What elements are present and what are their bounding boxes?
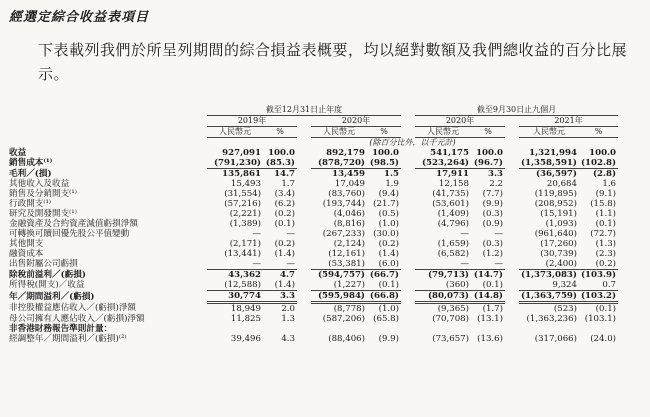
row-label: 研究及開發開支⁽¹⁾ [9, 209, 77, 219]
year-header-2021-9m: 2021年 [519, 116, 618, 127]
percent-cell: (103.9) [580, 270, 617, 280]
amount-cell: (1,363,759) [521, 291, 577, 301]
percent-cell: (1.4) [274, 249, 295, 259]
amount-cell: — [252, 229, 261, 239]
amount-cell: 18,949 [230, 304, 261, 314]
amount-cell: (193,744) [322, 199, 365, 209]
amount-cell: 9,324 [519, 280, 579, 291]
table-row [9, 270, 618, 281]
amount-cell [207, 324, 263, 334]
amount-cell: 20,684 [546, 179, 577, 189]
percent-cell: (1.3) [595, 239, 617, 249]
amount-cell: (17,260) [540, 239, 577, 249]
amount-cell: (36,597) [535, 169, 577, 179]
table-row [9, 259, 618, 270]
amount-cell: — [207, 259, 263, 270]
amount-cell: 43,362 [228, 270, 261, 280]
amount-cell: 30,774 [207, 291, 263, 303]
table-row [9, 169, 618, 180]
table-row [9, 199, 618, 209]
percent-cell: 100.0 [372, 148, 399, 158]
percent-cell: (9.1) [595, 189, 617, 199]
table-row [9, 148, 618, 158]
amount-cell: (595,984) [311, 291, 367, 303]
amount-cell: 12,158 [438, 179, 469, 189]
table-row [9, 249, 618, 259]
table-row [9, 179, 618, 189]
percent-cell: — [286, 229, 295, 239]
percent-cell: 1.6 [602, 179, 617, 189]
amount-cell: (523,264) [415, 158, 471, 169]
percent-cell: 4.3 [281, 334, 295, 344]
table-row [9, 239, 618, 249]
amount-cell: (360) [415, 280, 471, 291]
unit-header: 人民幣元 [415, 127, 471, 138]
percent-cell: (0.1) [367, 280, 401, 291]
unit-note: (除百分比外，以千元計) [369, 138, 456, 147]
amount-cell [519, 324, 579, 334]
percent-cell: 100.0 [476, 148, 503, 158]
percent-cell: (14.8) [471, 291, 505, 303]
amount-cell: (961,640) [534, 229, 577, 239]
percent-cell: 1.3 [281, 314, 295, 324]
amount-cell: 11,825 [230, 314, 261, 324]
table-row [9, 334, 618, 344]
amount-cell: (73,657) [432, 334, 469, 344]
table-row [9, 158, 618, 169]
amount-cell: (4,046) [333, 209, 365, 219]
amount-cell: (208,952) [534, 199, 577, 209]
percent-cell: 1.7 [281, 179, 295, 189]
percent-cell: (0.2) [274, 239, 295, 249]
percent-cell: (7.7) [482, 189, 503, 199]
percent-cell: 0.7 [579, 280, 618, 291]
percent-cell: (0.2) [274, 209, 295, 219]
amount-cell: (4,796) [437, 219, 469, 229]
amount-cell: (523) [553, 304, 577, 314]
percent-cell: (0.2) [579, 259, 618, 270]
amount-cell: (6,582) [437, 249, 469, 259]
percent-cell: (13.6) [477, 334, 503, 344]
table-row [9, 280, 618, 291]
percent-cell: (24.0) [590, 334, 617, 344]
percent-cell: (0.1) [274, 219, 295, 229]
row-label: 收益 [9, 148, 27, 158]
amount-cell: 892,179 [326, 148, 365, 158]
amount-cell: (13,441) [224, 249, 261, 259]
amount-cell: (791,230) [207, 158, 263, 169]
pct-header: % [367, 127, 401, 138]
amount-cell: 13,459 [332, 169, 365, 179]
percent-cell: (3.4) [274, 189, 295, 199]
row-label: 其他收入及收益 [9, 179, 70, 189]
amount-cell: — [415, 259, 471, 270]
table-row [9, 209, 618, 219]
percent-cell: — [494, 229, 503, 239]
amount-cell [415, 324, 471, 334]
percent-cell: 3.3 [488, 169, 503, 179]
nine-month-period-header: 截至9月30日止九個月 [415, 105, 618, 116]
unit-header: 人民幣元 [207, 127, 263, 138]
percent-cell: (96.7) [471, 158, 505, 169]
percent-cell: (9.4) [378, 189, 399, 199]
pct-header: % [471, 127, 505, 138]
amount-cell: (1,358,591) [521, 158, 577, 168]
amount-cell: (53,601) [432, 199, 469, 209]
table-row [9, 303, 618, 315]
percent-cell: (2.3) [595, 249, 617, 259]
amount-cell: (12,161) [328, 249, 365, 259]
percent-cell: 1.5 [384, 169, 399, 179]
row-label: 除稅前溢利／(虧損) [9, 269, 86, 280]
percent-cell: (103.2) [580, 291, 617, 301]
amount-cell: (1,659) [437, 239, 469, 249]
annual-period-header: 截至12月31日止年度 [207, 105, 401, 116]
unit-header: 人民幣元 [311, 127, 367, 138]
percent-cell: (30.0) [373, 229, 399, 239]
percent-cell: (0.3) [482, 239, 503, 249]
percent-cell: (1.7) [482, 304, 503, 314]
amount-cell: (594,757) [317, 270, 365, 280]
amount-cell: (2,400) [519, 259, 579, 270]
year-header-2020: 2020年 [311, 116, 401, 127]
amount-cell: (70,708) [432, 314, 469, 324]
percent-cell: (85.3) [263, 158, 297, 169]
row-label: 可轉換可贖回優先股公平值變動 [9, 229, 130, 239]
percent-cell: (9.9) [378, 334, 399, 344]
percent-cell: (21.7) [373, 199, 399, 209]
income-statement-table [9, 105, 618, 344]
amount-cell: (1,227) [311, 280, 367, 291]
row-label: 融資成本 [9, 249, 44, 259]
percent-cell: (1.0) [378, 304, 399, 314]
percent-cell: (6.2) [274, 199, 295, 209]
pct-header: % [579, 127, 618, 138]
amount-cell: (1,389) [229, 219, 261, 229]
row-label: 非控股權益應佔收入／(虧損)淨額 [9, 303, 137, 314]
table-row [9, 189, 618, 199]
row-label: 銷售及分銷開支⁽¹⁾ [9, 189, 77, 199]
percent-cell: (13.1) [477, 314, 503, 324]
percent-cell: (102.8) [580, 158, 617, 168]
percent-cell: — [471, 259, 505, 270]
percent-cell: (1.0) [378, 219, 399, 229]
percent-cell: (15.8) [590, 199, 617, 209]
percent-cell: (9.9) [482, 199, 503, 209]
amount-cell: (317,066) [534, 334, 577, 344]
amount-cell: 15,493 [230, 179, 261, 189]
percent-cell: (66.7) [369, 270, 399, 280]
amount-cell: (1,363,236) [526, 314, 577, 324]
percent-cell: 100.0 [268, 148, 295, 158]
amount-cell: (2,171) [229, 239, 261, 249]
table-row [9, 229, 618, 239]
amount-cell: (878,720) [311, 158, 367, 169]
amount-cell: (8,816) [333, 219, 365, 229]
amount-cell: 17,911 [436, 169, 469, 179]
percent-cell: (66.8) [367, 291, 401, 303]
percent-cell: 100.0 [589, 148, 617, 158]
table-row [9, 324, 618, 334]
row-label: 母公司擁有人應佔收入／(虧損)淨額 [9, 314, 145, 324]
year-header-2020-9m: 2020年 [415, 116, 505, 127]
amount-cell: (1,409) [437, 209, 469, 219]
amount-cell: (8,778) [333, 304, 365, 314]
percent-cell: (0.9) [482, 219, 503, 229]
percent-cell [263, 324, 297, 334]
percent-cell: (0.1) [595, 304, 617, 314]
amount-cell: 927,091 [222, 148, 261, 158]
amount-cell: (31,554) [224, 189, 261, 199]
percent-cell: 4.7 [280, 270, 295, 280]
table-row [9, 219, 618, 229]
row-label: 非香港財務報告準則計量： [9, 324, 113, 334]
amount-cell: (12,588) [207, 280, 263, 291]
percent-cell: (0.1) [595, 219, 617, 229]
percent-cell: 2.0 [281, 304, 295, 314]
amount-cell: (1,093) [545, 219, 577, 229]
percent-cell: (1.2) [482, 249, 503, 259]
amount-cell: (119,895) [534, 189, 577, 199]
amount-cell: (15,191) [540, 209, 577, 219]
percent-cell [471, 324, 505, 334]
row-label: 行政開支⁽¹⁾ [9, 199, 52, 209]
row-label: 年／期間溢利／(虧損) [9, 291, 95, 302]
percent-cell: (98.5) [367, 158, 401, 169]
percent-cell: (65.8) [373, 314, 399, 324]
amount-cell: (2,221) [229, 209, 261, 219]
row-label: 銷售成本⁽¹⁾ [9, 158, 53, 169]
amount-cell: (9,365) [437, 304, 469, 314]
unit-header: 人民幣元 [519, 127, 579, 138]
row-label: 其他開支 [9, 239, 44, 249]
amount-cell: (79,713) [427, 270, 469, 280]
amount-cell: (1,373,083) [521, 270, 577, 280]
amount-cell: (57,216) [224, 199, 261, 209]
percent-cell: (1.1) [595, 209, 617, 219]
percent-cell: (0.3) [482, 209, 503, 219]
amount-cell: 39,496 [230, 334, 261, 344]
percent-cell: (2.8) [592, 169, 617, 179]
table-row [9, 314, 618, 324]
amount-cell: (80,073) [415, 291, 471, 303]
amount-cell: (30,739) [540, 249, 577, 259]
amount-cell: (2,124) [333, 239, 365, 249]
row-label: 經調整年／期間溢利／(虧損)⁽²⁾ [9, 334, 127, 344]
amount-cell: (53,381) [311, 259, 367, 270]
row-label: 金融資產及合約資產減值虧損淨額 [9, 219, 138, 229]
percent-cell: — [263, 259, 297, 270]
percent-cell: (1.4) [263, 280, 297, 291]
amount-cell [311, 324, 367, 334]
amount-cell: 17,049 [334, 179, 365, 189]
row-label: 毛利／(損) [9, 168, 52, 179]
section-title: 經選定綜合收益表項目 [9, 10, 150, 25]
percent-cell: (72.7) [590, 229, 617, 239]
percent-cell: (6.0) [367, 259, 401, 270]
amount-cell: (41,735) [432, 189, 469, 199]
percent-cell: (0.2) [378, 239, 399, 249]
percent-cell: 14.7 [274, 169, 295, 179]
amount-cell: (267,233) [322, 229, 365, 239]
percent-cell: 3.3 [263, 291, 297, 303]
amount-cell: (88,406) [328, 334, 365, 344]
percent-cell [367, 324, 401, 334]
percent-cell: 2.2 [489, 179, 503, 189]
percent-cell: (14.7) [473, 270, 503, 280]
amount-cell: 541,175 [430, 148, 469, 158]
amount-cell: (587,206) [322, 314, 365, 324]
intro-paragraph: 下表載列我們於所呈列期間的綜合損益表概要，均以絕對數額及我們總收益的百分比展示。 [38, 41, 628, 83]
amount-cell: (83,760) [328, 189, 365, 199]
amount-cell: — [460, 229, 469, 239]
row-label: 所得稅(開支)／收益 [9, 280, 85, 291]
percent-cell: (1.4) [378, 249, 399, 259]
amount-cell: 135,861 [222, 169, 261, 179]
percent-cell [579, 324, 618, 334]
year-header-2019: 2019年 [207, 116, 297, 127]
percent-cell: (0.1) [471, 280, 505, 291]
table-row [9, 291, 618, 303]
percent-cell: 1.9 [385, 179, 399, 189]
pct-header: % [263, 127, 297, 138]
percent-cell: (0.5) [378, 209, 399, 219]
percent-cell: (103.1) [584, 314, 617, 324]
row-label: 出售附屬公司虧損 [9, 259, 78, 270]
amount-cell: 1,321,994 [529, 148, 577, 158]
